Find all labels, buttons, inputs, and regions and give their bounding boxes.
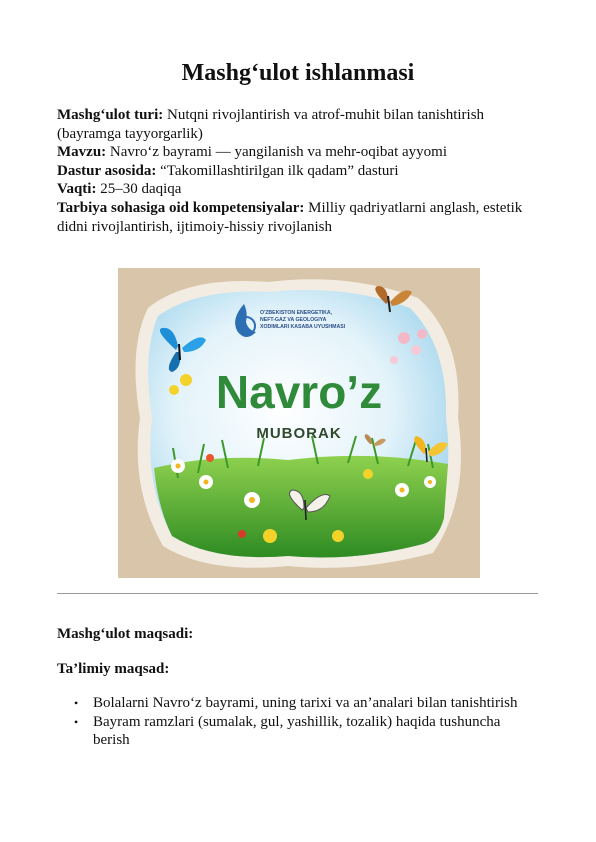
- meta-competence-value: Milliy qadriyatlarni anglash, estetik didni rivojlantirish, ijtimoiy-hissiy rivojlanish: [57, 199, 523, 235]
- meta-type-value: Nutqni rivojlantirish va atrof-muhit bilan tanishtirish (bayramga tayyorgarlik): [57, 107, 485, 142]
- meta-topic: [57, 143, 537, 162]
- meta-basis: [57, 162, 537, 181]
- union-line-1: O'ZBEKISTON ENERGETIKA,: [260, 310, 333, 316]
- meta-competence: [57, 199, 537, 236]
- lesson-meta: [57, 106, 537, 236]
- list-item-text: Bayram ramzlari (sumalak, gul, yashillik, tozalik) haqida tushuncha berish: [93, 713, 501, 749]
- list-item: [57, 713, 527, 750]
- page-title: Mashg‘ulot ishlanmasi: [181, 60, 415, 86]
- meta-time: [57, 180, 537, 199]
- meta-type: [57, 106, 537, 143]
- bullet-icon: •: [74, 696, 79, 710]
- list-item: [57, 694, 527, 713]
- muborak-text: MUBORAK: [256, 425, 342, 442]
- navroz-illustration: [118, 268, 480, 578]
- union-line-2: NEFT-GAZ VA GEOLOGIYA: [260, 317, 327, 323]
- meta-basis-label: Dastur asosida:: [57, 162, 157, 179]
- meta-type-label: Mashg‘ulot turi:: [57, 107, 164, 123]
- meta-topic-label: Mavzu:: [57, 144, 107, 161]
- meta-time-value: 25–30 daqiqa: [96, 181, 182, 198]
- meta-basis-value: “Takomillashtirilgan ilk qadam” dasturi: [156, 162, 399, 179]
- edu-goals-list: [57, 694, 527, 750]
- section-divider: [57, 593, 538, 594]
- navroz-headline: Navro’z: [215, 366, 383, 418]
- union-line-3: XODIMLARI KASABA UYUSHMASI: [260, 324, 346, 330]
- edu-heading: Ta’limiy maqsad:: [57, 661, 170, 677]
- meta-time-label: Vaqti:: [57, 181, 97, 198]
- goal-heading: Mashg‘ulot maqsadi:: [57, 626, 194, 642]
- meta-competence-label: Tarbiya sohasiga oid kompetensiyalar:: [57, 199, 305, 216]
- list-item-text: Bolalarni Navro‘z bayrami, uning tarixi va an’analari bilan tanishtirish: [93, 695, 518, 711]
- meta-topic-value: Navro‘z bayrami — yangilanish va mehr-oqibat ayyomi: [106, 144, 448, 161]
- bullet-icon: •: [74, 714, 79, 729]
